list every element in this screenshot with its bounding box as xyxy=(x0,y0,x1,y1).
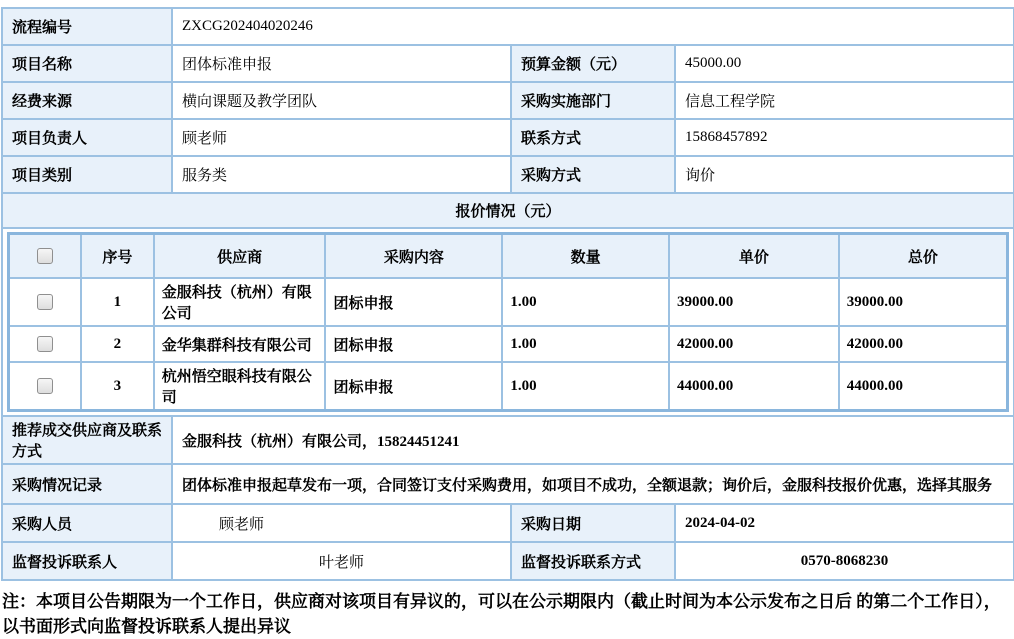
funding-source-value: 横向课题及教学团队 xyxy=(172,82,511,119)
project-name-value: 团体标准申报 xyxy=(172,45,511,82)
quote-qty: 1.00 xyxy=(502,362,669,411)
procurement-announcement-table xyxy=(1,7,1014,581)
process-number-value: ZXCG202404020246 xyxy=(172,8,1014,45)
quote-content: 团标申报 xyxy=(325,278,502,326)
quote-section-title: 报价情况（元） xyxy=(2,193,1014,228)
table-row xyxy=(2,416,1014,464)
contact-value: 15868457892 xyxy=(675,119,1014,156)
table-row xyxy=(2,464,1014,504)
quote-no: 1 xyxy=(81,278,154,326)
quote-unit-price: 39000.00 xyxy=(669,278,839,326)
funding-source-label: 经费来源 xyxy=(2,82,172,119)
supervisor-phone-value: 0570-8068230 xyxy=(675,542,1014,580)
table-row xyxy=(2,228,1014,416)
recommended-supplier-value: 金服科技（杭州）有限公司，15824451241 xyxy=(172,416,1014,464)
col-header-supplier: 供应商 xyxy=(154,234,326,279)
buyer-label: 采购人员 xyxy=(2,504,172,542)
row-checkbox-cell xyxy=(9,362,82,411)
project-leader-label: 项目负责人 xyxy=(2,119,172,156)
project-leader-value: 顾老师 xyxy=(172,119,511,156)
supervisor-contact-value: 叶老师 xyxy=(172,542,511,580)
table-row xyxy=(2,45,1014,82)
buyer-value: 顾老师 xyxy=(172,504,511,542)
col-header-content: 采购内容 xyxy=(325,234,502,279)
quotes-table-container xyxy=(2,228,1014,416)
quote-no: 3 xyxy=(81,362,154,411)
quote-supplier: 杭州悟空眼科技有限公司 xyxy=(154,362,326,411)
row-checkbox-cell xyxy=(9,278,82,326)
procurement-method-label: 采购方式 xyxy=(511,156,675,193)
table-row xyxy=(2,156,1014,193)
quote-unit-price: 42000.00 xyxy=(669,326,839,362)
quote-qty: 1.00 xyxy=(502,326,669,362)
row-checkbox[interactable] xyxy=(37,378,53,394)
quotes-table xyxy=(7,232,1009,412)
quote-content: 团标申报 xyxy=(325,362,502,411)
contact-label: 联系方式 xyxy=(511,119,675,156)
quote-total-price: 42000.00 xyxy=(839,326,1008,362)
quote-row-1 xyxy=(9,278,1008,326)
quote-content: 团标申报 xyxy=(325,326,502,362)
col-header-unit-price: 单价 xyxy=(669,234,839,279)
quote-total-price: 44000.00 xyxy=(839,362,1008,411)
budget-value: 45000.00 xyxy=(675,45,1014,82)
procurement-record-value: 团体标准申报起草发布一项，合同签订支付采购费用，如项目不成功，全额退款；询价后，金服科技报价优惠，选择其服务 xyxy=(172,464,1014,504)
purchase-date-label: 采购日期 xyxy=(511,504,675,542)
col-header-qty: 数量 xyxy=(502,234,669,279)
quote-row-2 xyxy=(9,326,1008,362)
quote-row-3 xyxy=(9,362,1008,411)
department-label: 采购实施部门 xyxy=(511,82,675,119)
procurement-method-value: 询价 xyxy=(675,156,1014,193)
row-checkbox[interactable] xyxy=(37,336,53,352)
project-category-value: 服务类 xyxy=(172,156,511,193)
col-header-total-price: 总价 xyxy=(839,234,1008,279)
quote-total-price: 39000.00 xyxy=(839,278,1008,326)
budget-label: 预算金额（元） xyxy=(511,45,675,82)
supervisor-contact-label: 监督投诉联系人 xyxy=(2,542,172,580)
announcement-footer-note: 注：本项目公告期限为一个工作日，供应商对该项目有异议的，可以在公示期限内（截止时间为本公示发布之日后 的第二个工作日），以书面形式向监督投诉联系人提出异议 xyxy=(2,592,1001,636)
quotes-header-row xyxy=(9,234,1008,279)
quote-qty: 1.00 xyxy=(502,278,669,326)
select-all-cell xyxy=(9,234,82,279)
select-all-checkbox[interactable] xyxy=(37,248,53,264)
project-name-label: 项目名称 xyxy=(2,45,172,82)
department-value: 信息工程学院 xyxy=(675,82,1014,119)
row-checkbox-cell xyxy=(9,326,82,362)
quote-supplier: 金华集群科技有限公司 xyxy=(154,326,326,362)
quote-no: 2 xyxy=(81,326,154,362)
table-row xyxy=(2,8,1014,45)
table-row xyxy=(2,119,1014,156)
quote-unit-price: 44000.00 xyxy=(669,362,839,411)
col-header-no: 序号 xyxy=(81,234,154,279)
row-checkbox[interactable] xyxy=(37,294,53,310)
table-row xyxy=(2,504,1014,542)
quote-supplier: 金服科技（杭州）有限公司 xyxy=(154,278,326,326)
recommended-supplier-label: 推荐成交供应商及联系方式 xyxy=(2,416,172,464)
procurement-record-label: 采购情况记录 xyxy=(2,464,172,504)
project-category-label: 项目类别 xyxy=(2,156,172,193)
table-row xyxy=(2,82,1014,119)
table-row xyxy=(2,193,1014,228)
table-row xyxy=(2,542,1014,580)
purchase-date-value: 2024-04-02 xyxy=(675,504,1014,542)
process-number-label: 流程编号 xyxy=(2,8,172,45)
supervisor-phone-label: 监督投诉联系方式 xyxy=(511,542,675,580)
